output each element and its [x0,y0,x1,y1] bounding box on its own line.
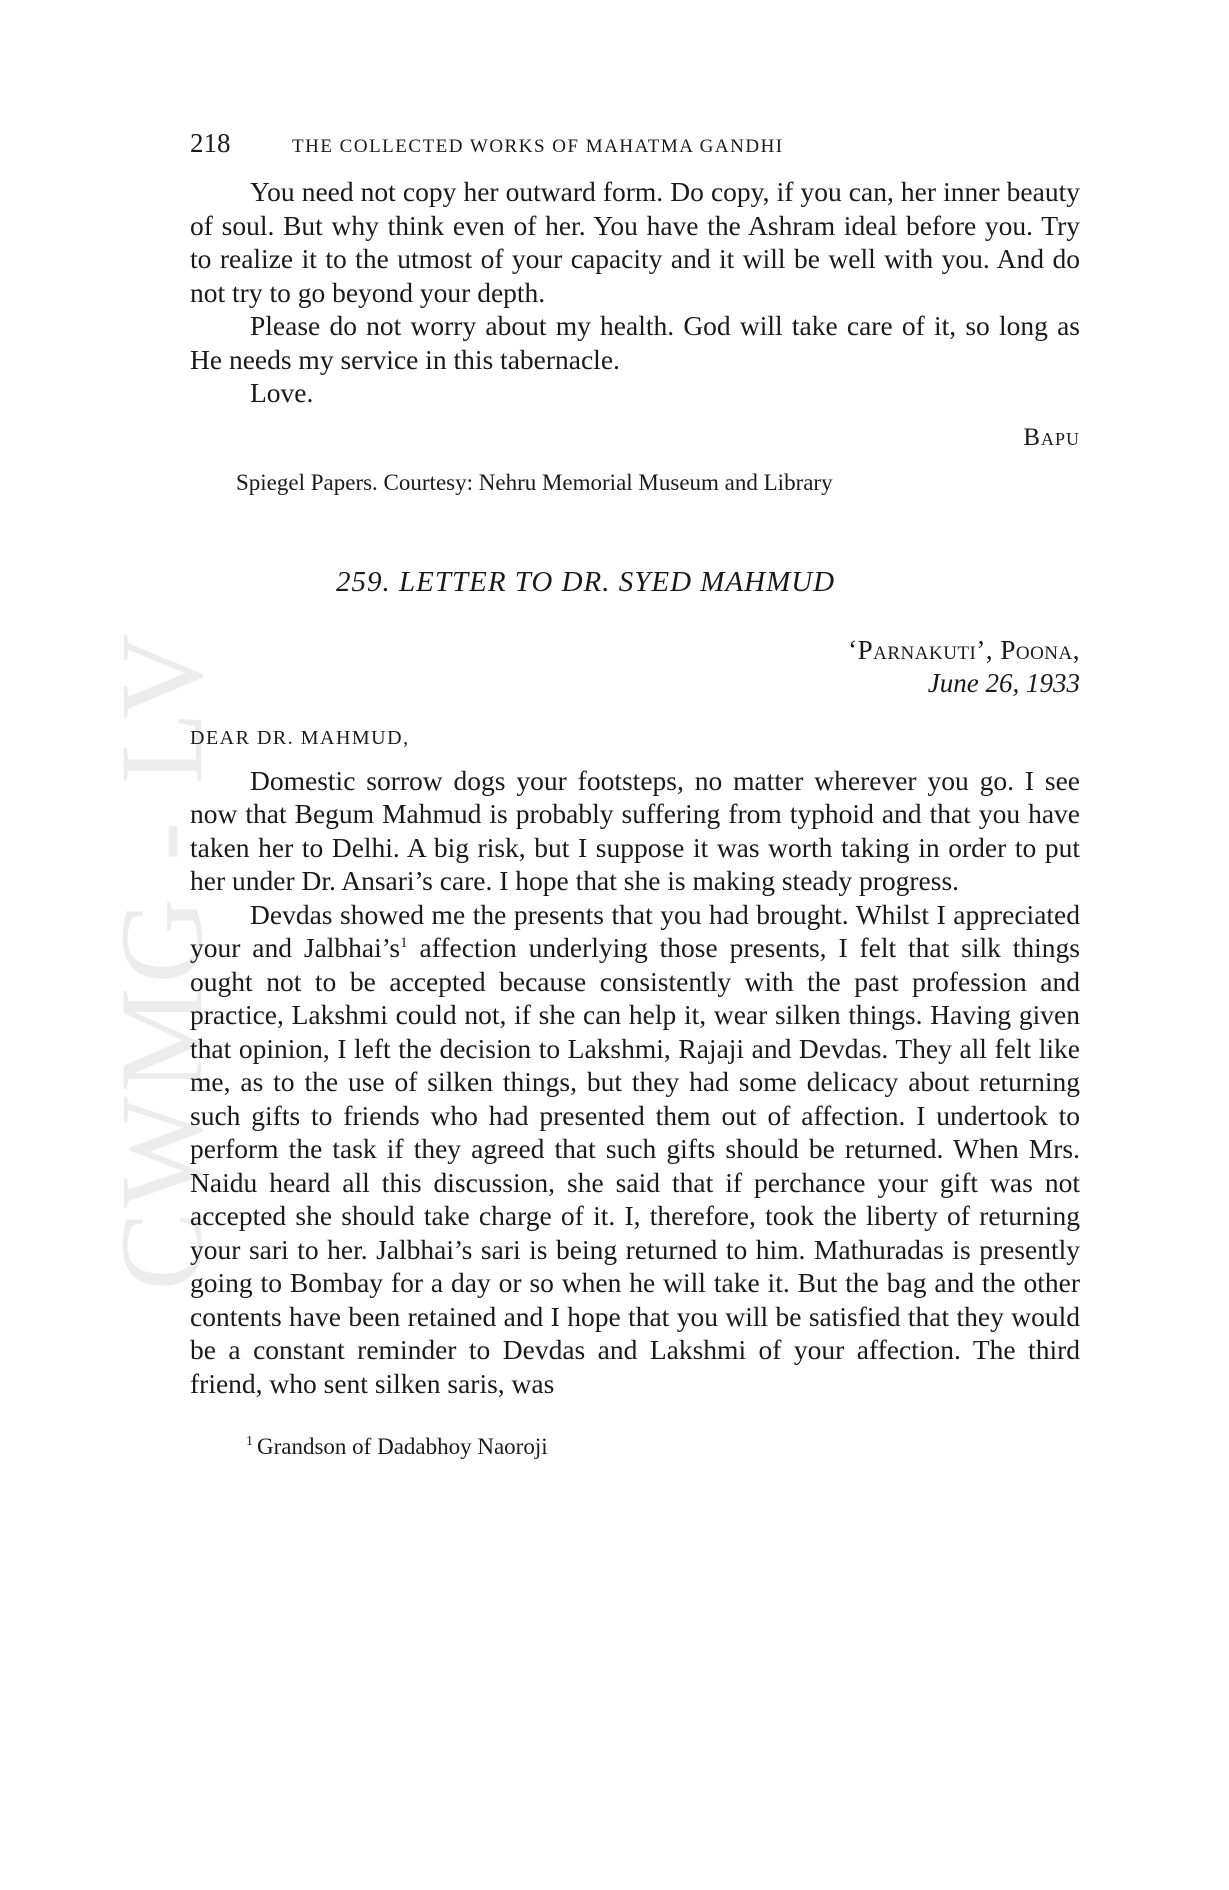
page-content [190,128,1080,1460]
footnote-reference: 1 [400,934,408,951]
running-title: THE COLLECTED WORKS OF MAHATMA GANDHI [292,136,784,157]
previous-letter-closing: Love. [250,377,314,408]
footnote [190,1434,1080,1460]
letter-paragraph-2 [190,898,1080,1401]
footnote-text: Grandson of Dadabhoy Naoroji [257,1434,548,1459]
letter-heading: 259. LETTER TO DR. SYED MAHMUD [336,565,836,598]
salutation: DEAR DR. MAHMUD, [190,726,410,749]
letter-paragraph-1: Domestic sorrow dogs your footsteps, no matter wherever you go. I see now that Begum Mahmud is probably suffering from typhoid and that you have taken her to Delhi. A big risk, but I suppose it was worth taking in order to put her under Dr. Ansari’s care. I hope that she is making steady progress. [190,764,1080,896]
page-number: 218 [190,128,231,158]
watermark-text: CWMG - LV [96,629,227,1291]
source-note: Spiegel Papers. Courtesy: Nehru Memorial Museum and Library [236,469,833,495]
letter-place: ‘Parnakuti’, Poona, [848,634,1080,665]
running-header [190,128,1080,159]
previous-letter-paragraph-1: You need not copy her outward form. Do copy, if you can, her inner beauty of soul. But why think even of her. You have the Ashram ideal before you. Try to realize it to the utmost of your capacity and it will be well with you. And do not try to go beyond your depth. [190,176,1080,308]
letter-date: June 26, 1933 [927,667,1080,698]
signature: Bapu [1023,423,1080,451]
previous-letter-paragraph-2: Please do not worry about my health. God will take care of it, so long as He needs my service in this tabernacle. [190,310,1080,375]
letter-paragraph-2-end: affection underlying those presents, I felt that silk things ought not to be accepted because consistently with the past profession and practice, Lakshmi could not, if she can help it, wear silken things. Having given that opinion, I left the decision to Lakshmi, Rajaji and Devdas. They all felt like me, as to the use of silken things, but they had some delicacy about returning such gifts to friends who had presented them out of affection. I undertook to perform the task if they agreed that such gifts should be returned. When Mrs. Naidu heard all this discussion, she said that if perchance your gift was not accepted she should take charge of it. I, therefore, took the liberty of returning your sari to her. Jalbhai’s sari is being returned to him. Mathuradas is presently going to Bombay for a day or so when he will take it. But the bag and the other contents have been retained and I hope that you will be satisfied that they would be a constant reminder to Devdas and Lakshmi of your affection. The third friend, who sent silken saris, was [190,932,1080,1399]
footnote-mark: 1 [246,1434,253,1450]
letter-paragraph-2-start: Devdas showed me the presents that you had brought. Whilst I appreciated your and Jalbhai’s [190,898,1080,963]
